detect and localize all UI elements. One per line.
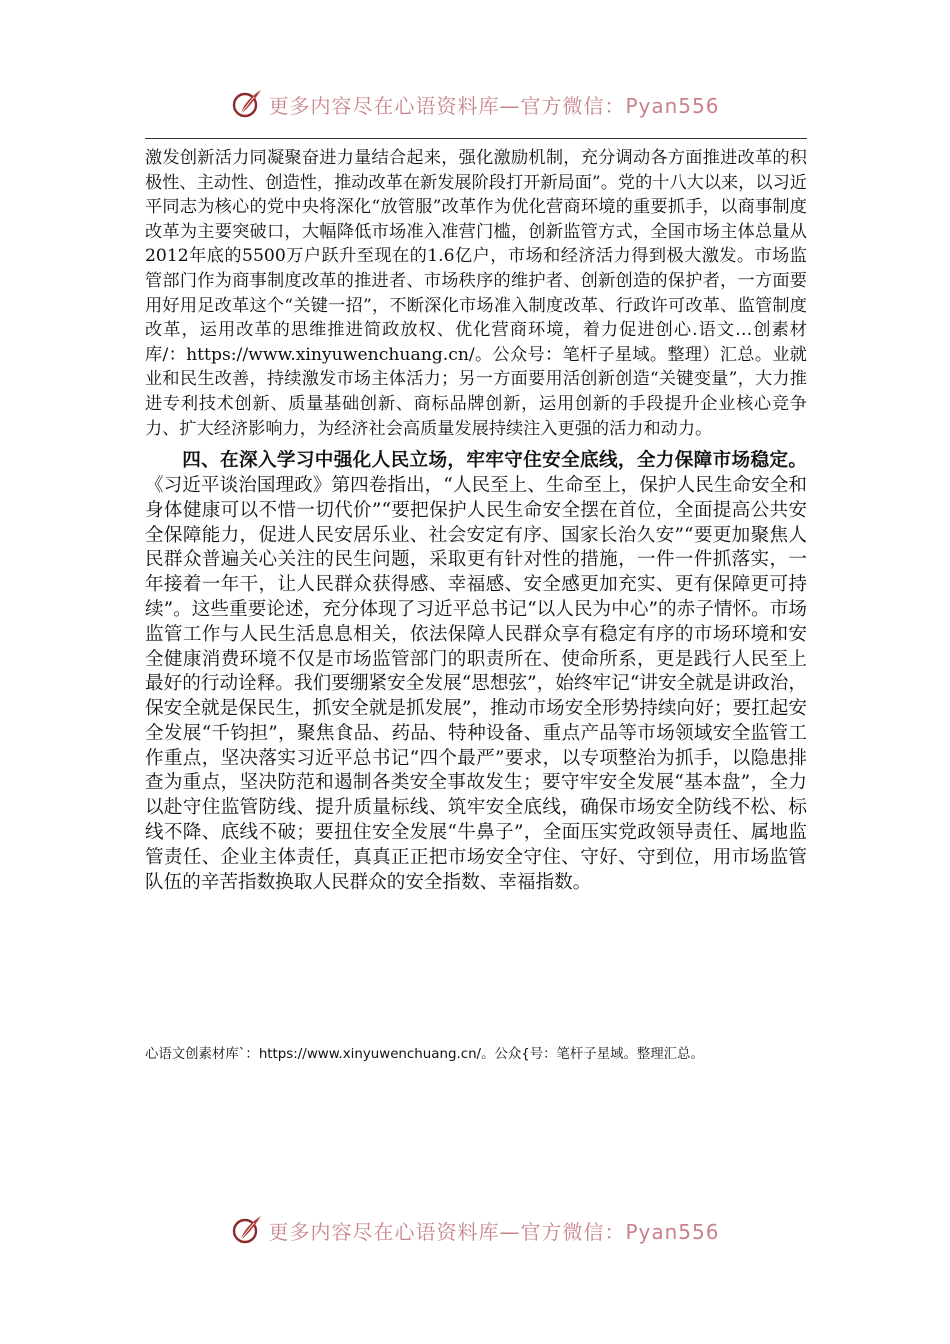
footer-banner-text: 更多内容尽在心语资料库—官方微信：Pyan556	[268, 1219, 720, 1244]
source-note: 心语文创素材库`：https://www.xinyuwenchuang.cn/。公众{号：笔杆子星域。整理汇总。	[145, 1047, 704, 1062]
document-body	[145, 146, 807, 895]
feather-pen-circle-icon	[230, 1213, 264, 1247]
section-text: 《习近平谈治国理政》第四卷指出，“人民至上、生命至上，保护人民生命安全和身体健康可以不惜一切代价”“要把保护人民生命安全摆在首位，全面提高公共安全保障能力，促进人民安居乐业、社会安定有序、国家长治久安”“要更加聚焦人民群众普遍关心关注的民生问题，采取更有针对性的措施，一件一件抓落实，一年接着一年干，让人民群众获得感、幸福感、安全感更加充实、更有保障更可持续”。这些重要论述，充分体现了习近平总书记“以人民为中心”的赤子情怀。市场监管工作与人民生活息息相关，依法保障人民群众享有稳定有序的市场环境和安全健康消费环境不仅是市场监管部门的职责所在、使命所系，更是践行人民至上最好的行动诠释。我们要绷紧安全发展“思想弦”，始终牢记“讲安全就是讲政治，保安全就是保民生，抓安全就是抓发展”，推动市场安全形势持续向好；要扛起安全发展“千钧担”，聚焦食品、药品、特种设备、重点产品等市场领域安全监管工作重点，坚决落实习近平总书记“四个最严”要求，以专项整治为抓手，以隐患排查为重点，坚决防范和遏制各类安全事故发生；要守牢安全发展“基本盘”，全力以赴守住监管防线、提升质量标线、筑牢安全底线，确保市场安全防线不松、标线不降、底线不破；要扭住安全发展“牛鼻子”，全面压实党政领导责任、属地监管责任、企业主体责任，真真正正把市场安全守住、守好、守到位，用市场监管队伍的辛苦指数换取人民群众的安全指数、幸福指数。	[145, 474, 807, 893]
header-banner	[0, 84, 950, 124]
feather-pen-circle-icon	[230, 87, 264, 121]
header-divider	[145, 138, 807, 139]
paragraph-reform: 激发创新活力同凝聚奋进力量结合起来，强化激励机制，充分调动各方面推进改革的积极性、主动性、创造性，推动改革在新发展阶段打开新局面”。党的十八大以来，以习近平同志为核心的党中央将深化“放管服”改革作为优化营商环境的重要抓手，以商事制度改革为主要突破口，大幅降低市场准入准营门槛，创新监管方式，全国市场主体总量从2012年底的5500万户跃升至现在的1.6亿户，市场和经济活力得到极大激发。市场监管部门作为商事制度改革的推进者、市场秩序的维护者、创新创造的保护者，一方面要用好用足改革这个“关键一招”，不断深化市场准入制度改革、行政许可改革、监管制度改革，运用改革的思维推进简政放权、优化营商环境，着力促进创心.语文…创素材库/：https://www.xinyuwenchuang.cn/。公众号：笔杆子星域。整理）汇总。业就业和民生改善，持续激发市场主体活力；另一方面要用活创新创造“关键变量”，大力推进专利技术创新、质量基础创新、商标品牌创新，运用创新的手段提升企业核心竞争力、扩大经济影响力，为经济社会高质量发展持续注入更强的活力和动力。	[145, 148, 807, 439]
header-banner-text: 更多内容尽在心语资料库—官方微信：Pyan556	[268, 93, 720, 118]
section-heading: 四、在深入学习中强化人民立场，牢牢守住安全底线，全力保障市场稳定。	[182, 450, 807, 472]
footer-banner	[0, 1210, 950, 1250]
paragraph-safety	[145, 449, 807, 895]
